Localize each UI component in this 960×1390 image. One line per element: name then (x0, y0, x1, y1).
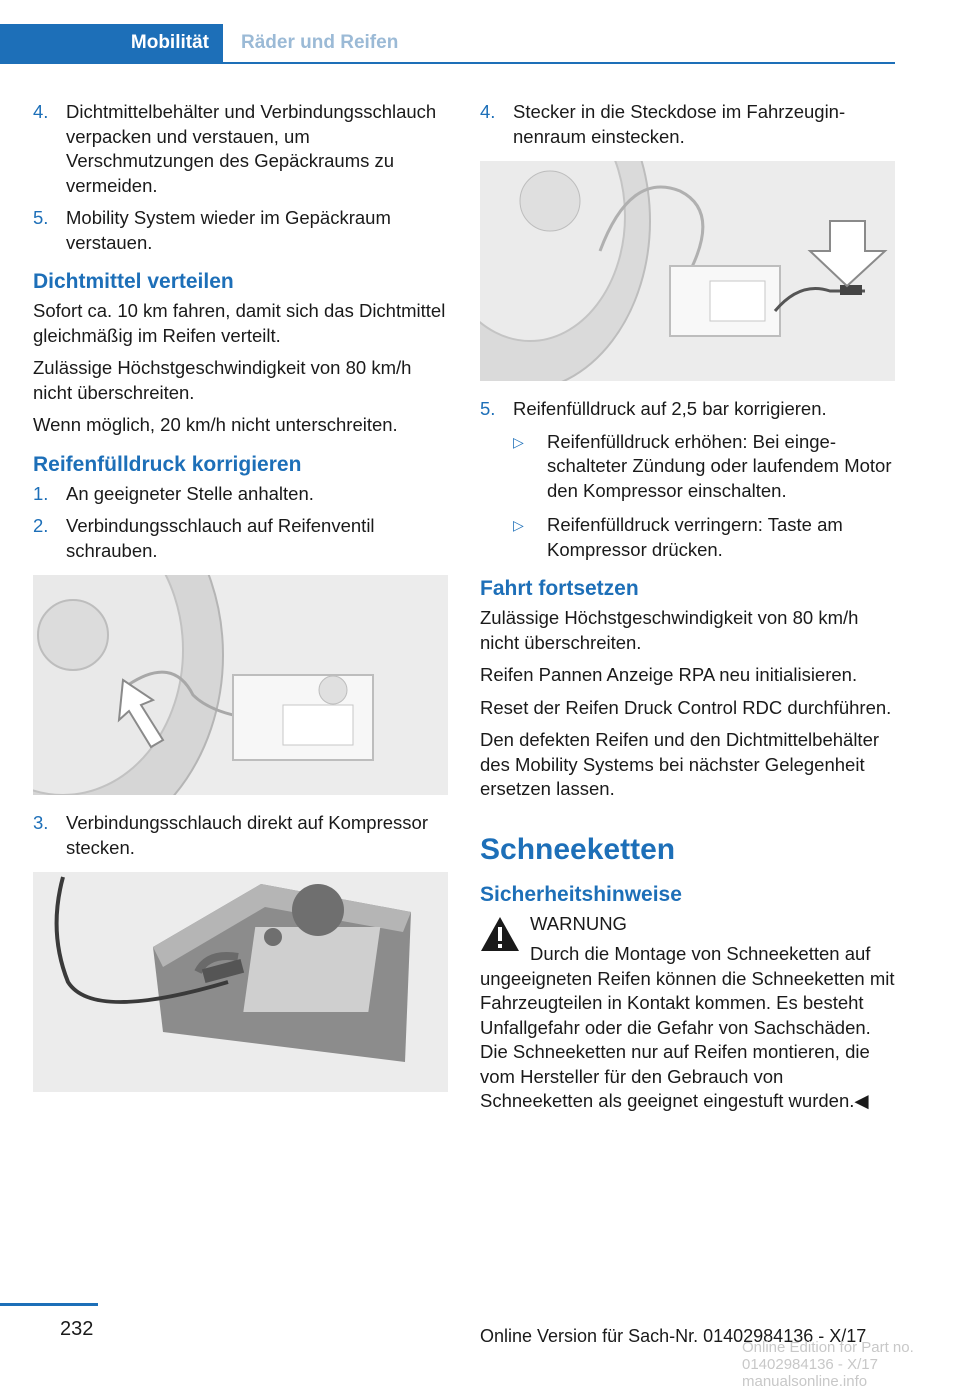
tab-raeder-und-reifen[interactable]: Räder und Reifen (241, 32, 399, 53)
list-item (33, 514, 448, 563)
step-text: Reifenfülldruck auf 2,5 bar korrigieren. (513, 398, 827, 419)
triangle-bullet-icon: ▷ (513, 517, 524, 533)
warning-triangle-icon (480, 916, 520, 952)
sub-list-item (513, 513, 895, 562)
list-item (33, 482, 448, 507)
paragraph: Den defekten Reifen und den Dichtmittelbehälter des Mobility Systems bei nächster Gelegenheit ersetzen lassen. (480, 729, 880, 799)
sub-step-text: Reifenfülldruck verringern: Taste am Kompressor drücken. (547, 514, 843, 560)
step-number: 4. (33, 101, 49, 122)
step-text: Verbindungsschlauch auf Reifenventil schrauben. (66, 515, 375, 561)
illustration-tire-valve (33, 575, 448, 795)
section-heading: Dichtmittel verteilen (33, 270, 234, 293)
section-heading: Reifenfülldruck korrigieren (33, 452, 302, 476)
warning-text: Durch die Montage von Schneeketten auf ungeeigneten Reifen können die Schneeketten mit Fahrzeugteilen in Kontakt kommen. Es besteht Unfallgefahr oder die Gefahr von Sachschäden. Die Schneeketten nur auf Reifen montieren, die vom Hersteller für den Gebrauch von Schneeketten als geeignet eingestuft wurden.◀ (480, 943, 895, 1111)
list-item (33, 206, 448, 255)
paragraph: Zulässige Höchstgeschwindigkeit von 80 km/h nicht überschreiten. (480, 607, 859, 653)
paragraph: Wenn möglich, 20 km/h nicht unterschreiten. (33, 414, 398, 435)
section-heading: Sicherheitshinweise (480, 882, 682, 906)
list-item (33, 811, 448, 860)
paragraph: Sofort ca. 10 km fahren, damit sich das Dichtmittel gleichmäßig im Reifen verteilt. (33, 300, 446, 346)
warning-title: WARNUNG (530, 912, 627, 934)
paragraph: Reset der Reifen Druck Control RDC durchführen. (480, 696, 892, 718)
triangle-bullet-icon: ▷ (513, 433, 524, 450)
step-number: 5. (33, 207, 49, 228)
step-number: 1. (33, 482, 49, 504)
watermark: Online Edition for Part no. 01402984136 - X/17 manualsonline.info (742, 1339, 914, 1390)
step-number: 4. (480, 101, 496, 122)
list-item (33, 100, 448, 198)
sub-list-item (513, 430, 895, 504)
paragraph: Reifen Pannen Anzeige RPA neu initialisieren. (480, 664, 858, 685)
tab-mobilitaet[interactable]: Mobilität (0, 24, 223, 62)
section-heading: Fahrt fortsetzen (480, 577, 639, 600)
step-number: 5. (480, 398, 496, 419)
list-item (480, 397, 895, 422)
paragraph: Zulässige Höchstgeschwindigkeit von 80 km/h nicht überschreiten. (33, 357, 412, 403)
step-number: 2. (33, 515, 49, 536)
step-text: Stecker in die Steckdose im Fahrzeuginnenraum einstecken. (513, 101, 846, 147)
step-text: Dichtmittelbehälter und Verbindungsschlauch verpacken und verstauen, um Verschmutzungen des Gepäckraums zu vermeiden. (66, 101, 437, 196)
warning-box (480, 912, 895, 1114)
sub-step-text: Reifenfülldruck erhöhen: Bei eingeschalteter Zündung oder laufendem Motor den Kompressor einschalten. (547, 430, 892, 501)
step-text: Verbindungsschlauch direkt auf Kompressor stecken. (66, 812, 428, 858)
chapter-heading: Schneeketten (480, 832, 676, 866)
left-column (33, 100, 448, 1108)
illustration-compressor-plug (480, 161, 895, 381)
right-column (480, 100, 895, 1114)
chapter-tab-bar (0, 24, 895, 64)
step-text: An geeigneter Stelle anhalten. (66, 482, 314, 504)
page-number: 232 (60, 1318, 94, 1340)
step-number: 3. (33, 812, 49, 833)
illustration-compressor (33, 872, 448, 1092)
footer-online-version: Online Version für Sach-Nr. 01402984136 - X/17 (480, 1326, 867, 1346)
list-item (480, 100, 895, 149)
footer-rule (0, 1303, 98, 1306)
step-text: Mobility System wieder im Gepäckraum verstauen. (66, 207, 391, 253)
